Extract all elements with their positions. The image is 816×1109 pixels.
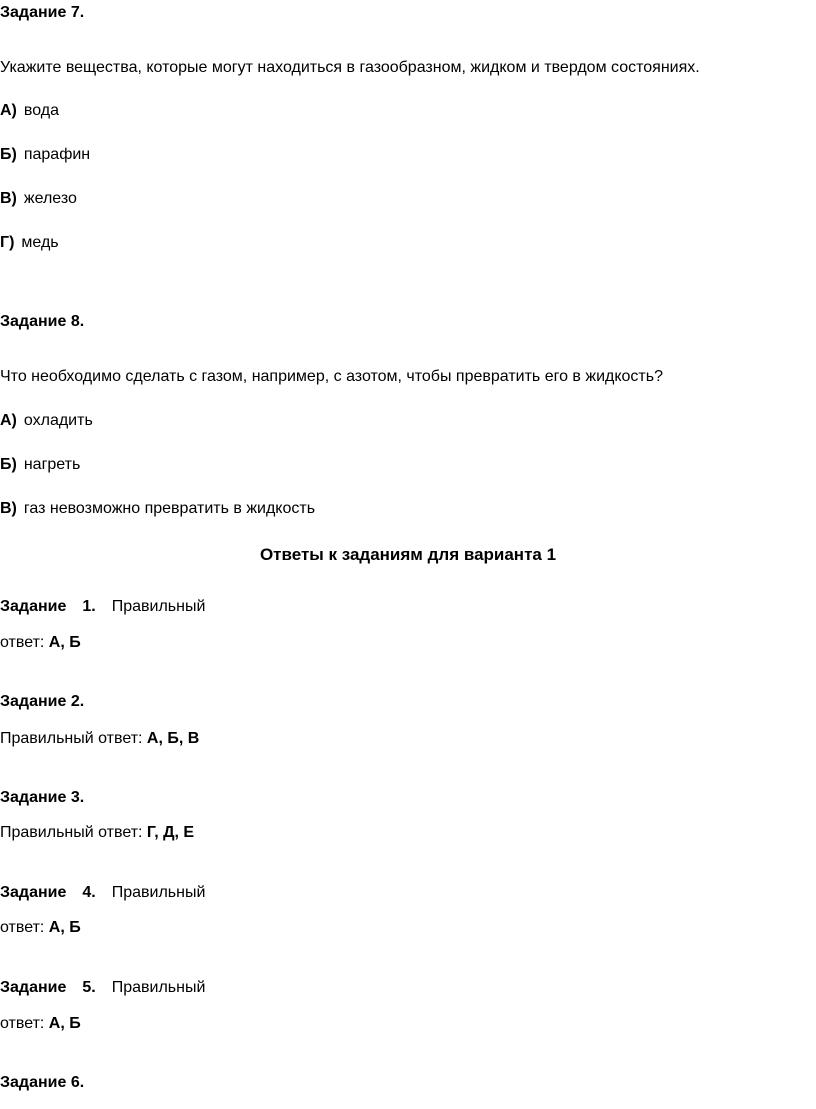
option-text: вода <box>23 102 59 119</box>
task8-title: Задание 8. <box>0 313 85 330</box>
answer-3-title: Задание 3. <box>0 789 85 806</box>
answer-5-title <box>0 978 205 998</box>
task7-option-a <box>0 101 59 121</box>
task7-title: Задание 7. <box>0 4 85 21</box>
answer-value: А, Б, В <box>146 730 200 747</box>
answer-2-line <box>0 729 199 749</box>
option-text: парафин <box>23 146 91 163</box>
task-number: 1. <box>82 598 96 615</box>
option-letter: Б) <box>0 146 17 163</box>
task8-option-b <box>0 455 80 475</box>
correct-label: Правильный <box>111 979 206 996</box>
answer-6-title: Задание 6. <box>0 1074 85 1091</box>
answer-prefix: Правильный ответ: <box>0 730 143 747</box>
answer-4-line <box>0 918 81 938</box>
task-number: 4. <box>82 884 96 901</box>
task8-option-a <box>0 411 93 431</box>
answer-value: А, Б <box>48 919 81 936</box>
task7-option-d <box>0 233 59 253</box>
option-text: охладить <box>23 412 93 429</box>
option-letter: А) <box>0 102 17 119</box>
option-letter: Б) <box>0 456 17 473</box>
answer-4-title <box>0 883 205 903</box>
option-letter: А) <box>0 412 17 429</box>
option-text: нагреть <box>23 456 81 473</box>
option-letter: В) <box>0 500 17 517</box>
answer-value: А, Б <box>48 1015 81 1032</box>
task7-option-c <box>0 189 77 209</box>
answer-2-title: Задание 2. <box>0 693 85 710</box>
answer-5-line <box>0 1014 81 1034</box>
task7-option-b <box>0 145 90 165</box>
correct-label: Правильный <box>111 884 206 901</box>
task-word: Задание <box>0 598 67 615</box>
answer-prefix: ответ: <box>0 634 45 651</box>
answer-3-line <box>0 823 194 843</box>
correct-label: Правильный <box>111 598 206 615</box>
answer-prefix: Правильный ответ: <box>0 824 143 841</box>
answer-value: А, Б <box>48 634 81 651</box>
option-text: газ невозможно превратить в жидкость <box>23 500 316 517</box>
answer-prefix: ответ: <box>0 1015 45 1032</box>
answer-1-line <box>0 633 81 653</box>
task7-question: Укажите вещества, которые могут находиться в газообразном, жидком и твердом состояниях. <box>0 59 700 76</box>
option-letter: Г) <box>0 234 15 251</box>
answer-1-title <box>0 597 205 617</box>
option-text: железо <box>23 190 77 207</box>
task-word: Задание <box>0 884 67 901</box>
option-text: медь <box>21 234 59 251</box>
option-letter: В) <box>0 190 17 207</box>
answer-prefix: ответ: <box>0 919 45 936</box>
task-number: 5. <box>82 979 96 996</box>
task-word: Задание <box>0 979 67 996</box>
task8-question: Что необходимо сделать с газом, например, с азотом, чтобы превратить его в жидкость? <box>0 368 663 385</box>
answers-heading: Ответы к заданиям для варианта 1 <box>259 545 557 564</box>
answer-value: Г, Д, Е <box>146 824 195 841</box>
task8-option-c <box>0 499 315 519</box>
